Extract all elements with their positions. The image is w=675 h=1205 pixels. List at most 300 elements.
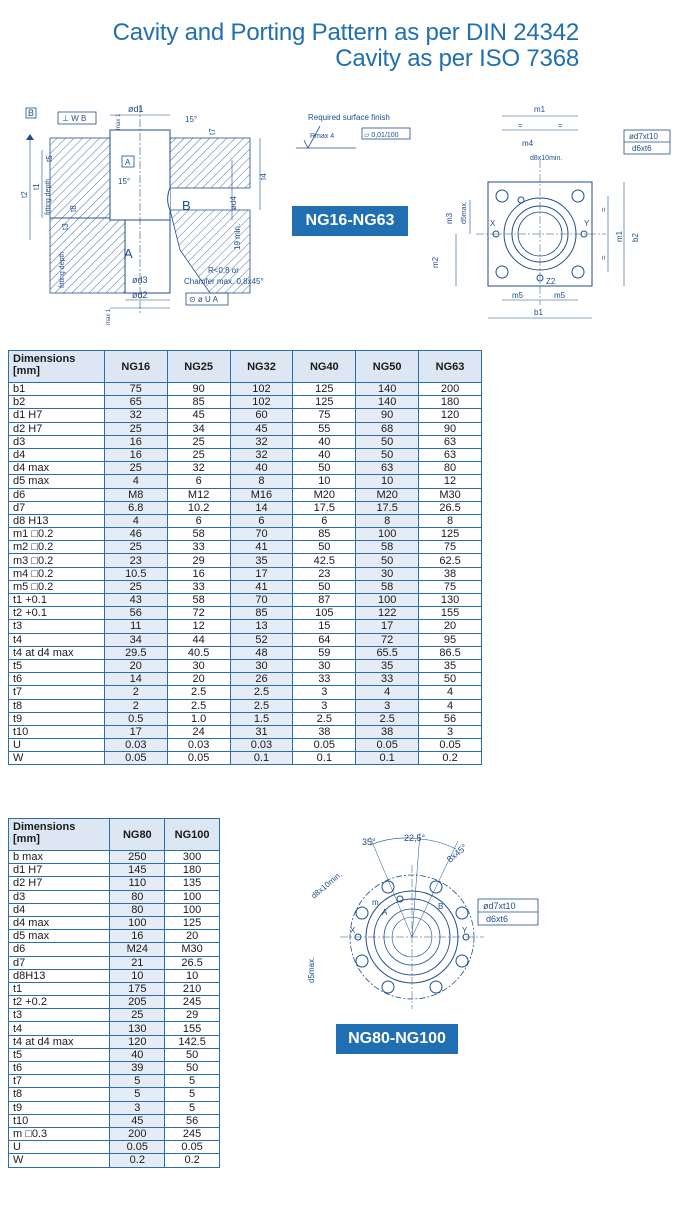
row-label: t10 bbox=[9, 1114, 110, 1127]
d4-label: ød4 bbox=[229, 196, 238, 210]
angle-22-5-label: 22,5° bbox=[404, 833, 426, 843]
table-cell: 14 bbox=[230, 501, 293, 514]
table-cell: 25 bbox=[167, 448, 230, 461]
table-cell: 40 bbox=[230, 462, 293, 475]
rmax-label-2: max 1 bbox=[106, 308, 112, 325]
table-cell: 10 bbox=[293, 475, 356, 488]
table-cell: 4 bbox=[419, 686, 482, 699]
table-cell: 38 bbox=[419, 567, 482, 580]
t1-label: t1 bbox=[32, 183, 41, 190]
d7-label: ød7xt10 bbox=[629, 132, 658, 141]
table-cell: 60 bbox=[230, 409, 293, 422]
table-cell: 0.05 bbox=[419, 739, 482, 752]
row-label: t7 bbox=[9, 686, 105, 699]
row-label: d3 bbox=[9, 435, 105, 448]
badge-ng16-ng63: NG16-NG63 bbox=[292, 206, 408, 236]
table-cell: 50 bbox=[165, 1062, 220, 1075]
table-row bbox=[9, 462, 482, 475]
table-cell: 12 bbox=[419, 475, 482, 488]
table-cell: 2.5 bbox=[230, 686, 293, 699]
table-row bbox=[9, 383, 482, 396]
m4-label: m4 bbox=[522, 139, 534, 148]
angle-15-mid-label: 15° bbox=[118, 177, 131, 186]
table-cell: 32 bbox=[167, 462, 230, 475]
table-row bbox=[9, 396, 482, 409]
ref-b-label: B bbox=[28, 108, 35, 118]
table-cell: M30 bbox=[419, 488, 482, 501]
row-label: d3 bbox=[9, 890, 110, 903]
table-cell: 56 bbox=[104, 607, 167, 620]
d3-label: ød3 bbox=[132, 275, 148, 285]
porting-pattern-diagram bbox=[426, 100, 672, 330]
table-cell: 4 bbox=[419, 699, 482, 712]
port-a-label: A bbox=[382, 908, 388, 917]
table-row bbox=[9, 712, 482, 725]
table-cell: 205 bbox=[110, 996, 165, 1009]
table-cell: 55 bbox=[293, 422, 356, 435]
table-cell: 13 bbox=[230, 620, 293, 633]
port-x-label: X bbox=[490, 219, 496, 228]
table-cell: 75 bbox=[419, 541, 482, 554]
table-row bbox=[9, 1035, 220, 1048]
table-row bbox=[9, 448, 482, 461]
table-cell: 64 bbox=[293, 633, 356, 646]
d8-label: d8x10min. bbox=[530, 155, 563, 162]
row-label: m □0.3 bbox=[9, 1127, 110, 1140]
title-line-2: Cavity as per ISO 7368 bbox=[335, 45, 579, 72]
table-cell: 130 bbox=[419, 594, 482, 607]
surface-finish-label: Required surface finish bbox=[308, 113, 390, 122]
row-label: d1 H7 bbox=[9, 409, 105, 422]
table-row bbox=[9, 659, 482, 672]
table-cell: 130 bbox=[110, 1022, 165, 1035]
table-cell: 8 bbox=[419, 514, 482, 527]
table-cell: 87 bbox=[293, 594, 356, 607]
cavity-section-svg bbox=[10, 100, 290, 330]
table-cell: 0.2 bbox=[419, 752, 482, 765]
table-cell: 16 bbox=[104, 435, 167, 448]
row-label: d4 max bbox=[9, 462, 105, 475]
d5max-label: d5max. bbox=[307, 956, 316, 983]
page-title bbox=[113, 20, 579, 72]
table-row bbox=[9, 699, 482, 712]
table-cell: 30 bbox=[356, 567, 419, 580]
cavity-section-diagram bbox=[10, 100, 290, 330]
rmax-value: Rmax 4 bbox=[310, 133, 335, 140]
title-line-1: Cavity and Porting Pattern as per DIN 24342 bbox=[112, 19, 579, 46]
table-cell: 90 bbox=[419, 422, 482, 435]
table-cell: 23 bbox=[293, 567, 356, 580]
row-label: d4 max bbox=[9, 916, 110, 929]
table-cell: 25 bbox=[167, 435, 230, 448]
table-cell: 180 bbox=[165, 864, 220, 877]
column-header: NG50 bbox=[356, 351, 419, 383]
row-label: t4 bbox=[9, 1022, 110, 1035]
table-cell: 43 bbox=[104, 594, 167, 607]
table-cell: 245 bbox=[165, 1127, 220, 1140]
table-row bbox=[9, 620, 482, 633]
table-cell: 2.5 bbox=[167, 686, 230, 699]
table-cell: 3 bbox=[419, 725, 482, 738]
table-cell: 0.05 bbox=[165, 1141, 220, 1154]
d1-label: ød1 bbox=[128, 104, 144, 114]
table-cell: 17 bbox=[230, 567, 293, 580]
table-cell: 3 bbox=[293, 699, 356, 712]
port-y-label: Y bbox=[462, 926, 468, 935]
dimensions-header: Dimensions [mm] bbox=[9, 819, 110, 851]
table-cell: 38 bbox=[293, 725, 356, 738]
table-cell: 125 bbox=[165, 916, 220, 929]
b2-label: b2 bbox=[631, 233, 640, 242]
table-row bbox=[9, 580, 482, 593]
concentricity-frame-label: ⊙ ø U A bbox=[189, 295, 218, 304]
table-row bbox=[9, 501, 482, 514]
table-row bbox=[9, 541, 482, 554]
row-label: m2 □0.2 bbox=[9, 541, 105, 554]
table-cell: 85 bbox=[230, 607, 293, 620]
table-cell: 50 bbox=[293, 462, 356, 475]
table-cell: 63 bbox=[419, 435, 482, 448]
table-row bbox=[9, 943, 220, 956]
table-cell: 180 bbox=[419, 396, 482, 409]
table-cell: 0.05 bbox=[110, 1141, 165, 1154]
table-row bbox=[9, 554, 482, 567]
table-cell: 0.03 bbox=[104, 739, 167, 752]
port-b-label: B bbox=[182, 198, 191, 213]
table-cell: 29.5 bbox=[104, 646, 167, 659]
column-header: NG40 bbox=[293, 351, 356, 383]
table-cell: 6 bbox=[167, 514, 230, 527]
table-row bbox=[9, 969, 220, 982]
flatness-value: ⏥ 0,01/100 bbox=[364, 132, 399, 139]
t7-label: t7 bbox=[208, 128, 217, 135]
table-cell: 50 bbox=[356, 448, 419, 461]
table-row bbox=[9, 982, 220, 995]
table-cell: 32 bbox=[230, 448, 293, 461]
table-cell: 65.5 bbox=[356, 646, 419, 659]
badge-ng80-ng100: NG80-NG100 bbox=[336, 1024, 458, 1054]
table-cell: 155 bbox=[419, 607, 482, 620]
table-cell: 30 bbox=[167, 659, 230, 672]
column-header: NG63 bbox=[419, 351, 482, 383]
table-cell: 75 bbox=[419, 580, 482, 593]
table-cell: 100 bbox=[165, 903, 220, 916]
surface-finish-note bbox=[296, 108, 426, 158]
d5max-label: d5max. bbox=[461, 201, 468, 224]
table-cell: 34 bbox=[167, 422, 230, 435]
column-header: NG32 bbox=[230, 351, 293, 383]
table-cell: 41 bbox=[230, 541, 293, 554]
row-label: d4 bbox=[9, 448, 105, 461]
table-cell: 1.5 bbox=[230, 712, 293, 725]
table-cell: 33 bbox=[167, 580, 230, 593]
table-cell: 100 bbox=[356, 528, 419, 541]
row-label: d1 H7 bbox=[9, 864, 110, 877]
table-cell: 8 bbox=[356, 514, 419, 527]
table-cell: 2.5 bbox=[167, 699, 230, 712]
table-cell: 2 bbox=[104, 686, 167, 699]
table-cell: 56 bbox=[165, 1114, 220, 1127]
row-label: W bbox=[9, 752, 105, 765]
table-cell: 50 bbox=[165, 1048, 220, 1061]
table-cell: 0.05 bbox=[293, 739, 356, 752]
column-header: NG25 bbox=[167, 351, 230, 383]
table-cell: 68 bbox=[356, 422, 419, 435]
table-cell: M30 bbox=[165, 943, 220, 956]
table-cell: 90 bbox=[356, 409, 419, 422]
table-cell: M24 bbox=[110, 943, 165, 956]
table-cell: 140 bbox=[356, 396, 419, 409]
table-cell: 24 bbox=[167, 725, 230, 738]
table-cell: 102 bbox=[230, 396, 293, 409]
table-cell: 72 bbox=[356, 633, 419, 646]
table-cell: 120 bbox=[110, 1035, 165, 1048]
table-cell: 85 bbox=[167, 396, 230, 409]
table-cell: 6.8 bbox=[104, 501, 167, 514]
table-row bbox=[9, 435, 482, 448]
table-cell: 16 bbox=[167, 567, 230, 580]
table-cell: 58 bbox=[167, 528, 230, 541]
table-cell: 10.2 bbox=[167, 501, 230, 514]
table-cell: 75 bbox=[293, 409, 356, 422]
table-row bbox=[9, 1022, 220, 1035]
table-row bbox=[9, 1088, 220, 1101]
table-row bbox=[9, 1127, 220, 1140]
table-cell: 0.05 bbox=[167, 752, 230, 765]
table-cell: 80 bbox=[110, 890, 165, 903]
m3-label: m3 bbox=[445, 212, 454, 224]
row-label: b1 bbox=[9, 383, 105, 396]
table-cell: 2.5 bbox=[356, 712, 419, 725]
perp-tolerance-frame: ⊥ W B bbox=[62, 114, 87, 123]
table-cell: 17.5 bbox=[356, 501, 419, 514]
table-cell: 100 bbox=[110, 916, 165, 929]
fitting-depth-label-2: fitting depth bbox=[59, 251, 66, 288]
angle-8x45-label: 8x45° bbox=[444, 842, 470, 865]
table-cell: 0.03 bbox=[230, 739, 293, 752]
table-cell: 75 bbox=[104, 383, 167, 396]
table-row bbox=[9, 930, 220, 943]
row-label: t7 bbox=[9, 1075, 110, 1088]
table-cell: 34 bbox=[104, 633, 167, 646]
table-cell: M16 bbox=[230, 488, 293, 501]
table-cell: 40 bbox=[293, 435, 356, 448]
table-cell: 50 bbox=[356, 435, 419, 448]
d6-label: d6xt6 bbox=[486, 914, 509, 924]
table-cell: 25 bbox=[104, 422, 167, 435]
table-cell: 65 bbox=[104, 396, 167, 409]
angle-35-label: 35° bbox=[362, 837, 376, 847]
table-cell: 33 bbox=[356, 673, 419, 686]
table-cell: 5 bbox=[165, 1088, 220, 1101]
table-cell: 14 bbox=[104, 673, 167, 686]
table-cell: 90 bbox=[167, 383, 230, 396]
row-label: d2 H7 bbox=[9, 877, 110, 890]
row-label: U bbox=[9, 739, 105, 752]
table-cell: 155 bbox=[165, 1022, 220, 1035]
table-row bbox=[9, 877, 220, 890]
table-cell: 10 bbox=[165, 969, 220, 982]
table-row bbox=[9, 903, 220, 916]
table-row bbox=[9, 567, 482, 580]
row-label: t9 bbox=[9, 712, 105, 725]
table-cell: M20 bbox=[293, 488, 356, 501]
table-row bbox=[9, 646, 482, 659]
table-cell: 44 bbox=[167, 633, 230, 646]
table-cell: 0.03 bbox=[167, 739, 230, 752]
table-cell: 10.5 bbox=[104, 567, 167, 580]
t8-label: t8 bbox=[69, 205, 78, 212]
table-cell: 35 bbox=[419, 659, 482, 672]
table-cell: 95 bbox=[419, 633, 482, 646]
row-label: t3 bbox=[9, 620, 105, 633]
table-cell: 20 bbox=[167, 673, 230, 686]
table-cell: 40.5 bbox=[167, 646, 230, 659]
table-row bbox=[9, 409, 482, 422]
table-cell: M8 bbox=[104, 488, 167, 501]
table-row bbox=[9, 1154, 220, 1167]
table-cell: 25 bbox=[110, 1009, 165, 1022]
row-label: t8 bbox=[9, 699, 105, 712]
table-row bbox=[9, 890, 220, 903]
table-row bbox=[9, 1075, 220, 1088]
row-label: t8 bbox=[9, 1088, 110, 1101]
row-label: d4 bbox=[9, 903, 110, 916]
table-row bbox=[9, 686, 482, 699]
table-cell: 15 bbox=[293, 620, 356, 633]
row-label: m4 □0.2 bbox=[9, 567, 105, 580]
table-cell: 58 bbox=[356, 541, 419, 554]
port-b-label: B bbox=[438, 902, 444, 911]
table-cell: 2.5 bbox=[230, 699, 293, 712]
table-row bbox=[9, 514, 482, 527]
row-label: t3 bbox=[9, 1009, 110, 1022]
body-hatch-left bbox=[50, 138, 110, 218]
table-cell: 135 bbox=[165, 877, 220, 890]
t5-label: t5 bbox=[45, 155, 54, 162]
row-label: t10 bbox=[9, 725, 105, 738]
column-header: NG16 bbox=[104, 351, 167, 383]
table-row bbox=[9, 1114, 220, 1127]
table-row bbox=[9, 1009, 220, 1022]
d6-label: d6xt6 bbox=[632, 144, 652, 153]
table-cell: 4 bbox=[104, 514, 167, 527]
b1-label: b1 bbox=[534, 308, 543, 317]
m1-top-label: m1 bbox=[534, 105, 546, 114]
table-cell: 31 bbox=[230, 725, 293, 738]
d8-label: d8x10min. bbox=[309, 869, 344, 901]
table-cell: 50 bbox=[293, 541, 356, 554]
table-cell: 85 bbox=[293, 528, 356, 541]
table-cell: 5 bbox=[110, 1088, 165, 1101]
table-row bbox=[9, 607, 482, 620]
table-cell: 25 bbox=[104, 541, 167, 554]
table-cell: 80 bbox=[419, 462, 482, 475]
table-cell: 175 bbox=[110, 982, 165, 995]
table-cell: 26.5 bbox=[419, 501, 482, 514]
table-row bbox=[9, 916, 220, 929]
row-label: d7 bbox=[9, 501, 105, 514]
table-cell: 50 bbox=[419, 673, 482, 686]
table-cell: 0.2 bbox=[165, 1154, 220, 1167]
row-label: U bbox=[9, 1141, 110, 1154]
table-cell: 80 bbox=[110, 903, 165, 916]
row-label: t5 bbox=[9, 659, 105, 672]
table-cell: 140 bbox=[356, 383, 419, 396]
row-label: b2 bbox=[9, 396, 105, 409]
table-row bbox=[9, 1062, 220, 1075]
table-row bbox=[9, 1141, 220, 1154]
table-cell: 17 bbox=[104, 725, 167, 738]
table-cell: 125 bbox=[293, 396, 356, 409]
row-label: d6 bbox=[9, 943, 110, 956]
table-cell: 12 bbox=[167, 620, 230, 633]
table-cell: 26.5 bbox=[165, 956, 220, 969]
table-cell: 210 bbox=[165, 982, 220, 995]
dimensions-header: Dimensions [mm] bbox=[9, 351, 105, 383]
row-label: d5 max bbox=[9, 475, 105, 488]
port-y-label: Y bbox=[584, 219, 590, 228]
table-cell: 0.2 bbox=[110, 1154, 165, 1167]
row-label: d8H13 bbox=[9, 969, 110, 982]
row-label: t1 bbox=[9, 982, 110, 995]
row-label: d7 bbox=[9, 956, 110, 969]
table-row bbox=[9, 725, 482, 738]
row-label: t1 +0.1 bbox=[9, 594, 105, 607]
table-row bbox=[9, 528, 482, 541]
table-cell: 250 bbox=[110, 851, 165, 864]
table-cell: 3 bbox=[110, 1101, 165, 1114]
table-cell: 3 bbox=[293, 686, 356, 699]
table-cell: 110 bbox=[110, 877, 165, 890]
table-row bbox=[9, 633, 482, 646]
table-cell: 2 bbox=[104, 699, 167, 712]
table-cell: 4 bbox=[104, 475, 167, 488]
table-cell: 63 bbox=[419, 448, 482, 461]
table-cell: M20 bbox=[356, 488, 419, 501]
table-cell: 0.5 bbox=[104, 712, 167, 725]
table-cell: 30 bbox=[293, 659, 356, 672]
table-cell: 20 bbox=[165, 930, 220, 943]
table-row bbox=[9, 864, 220, 877]
row-label: d8 H13 bbox=[9, 514, 105, 527]
m5-label-left: m5 bbox=[512, 291, 524, 300]
table-row bbox=[9, 475, 482, 488]
table-row bbox=[9, 851, 220, 864]
table-cell: 56 bbox=[419, 712, 482, 725]
table-cell: 0.05 bbox=[356, 739, 419, 752]
table-row bbox=[9, 673, 482, 686]
radius-label: R<0,8 or bbox=[208, 266, 239, 275]
table-cell: 100 bbox=[356, 594, 419, 607]
table-cell: 40 bbox=[110, 1048, 165, 1061]
porting-pattern-svg bbox=[426, 100, 672, 330]
table-cell: 42.5 bbox=[293, 554, 356, 567]
row-label: b max bbox=[9, 851, 110, 864]
table-cell: 2.5 bbox=[293, 712, 356, 725]
table-cell: 45 bbox=[110, 1114, 165, 1127]
table-cell: 58 bbox=[356, 580, 419, 593]
table-cell: 45 bbox=[230, 422, 293, 435]
body-hatch-right bbox=[170, 138, 250, 188]
table-cell: 1.0 bbox=[167, 712, 230, 725]
row-label: d6 bbox=[9, 488, 105, 501]
table-row bbox=[9, 422, 482, 435]
table-cell: M12 bbox=[167, 488, 230, 501]
dimensions-table-ng16-ng63 bbox=[8, 350, 482, 765]
table-cell: 35 bbox=[230, 554, 293, 567]
table-cell: 122 bbox=[356, 607, 419, 620]
